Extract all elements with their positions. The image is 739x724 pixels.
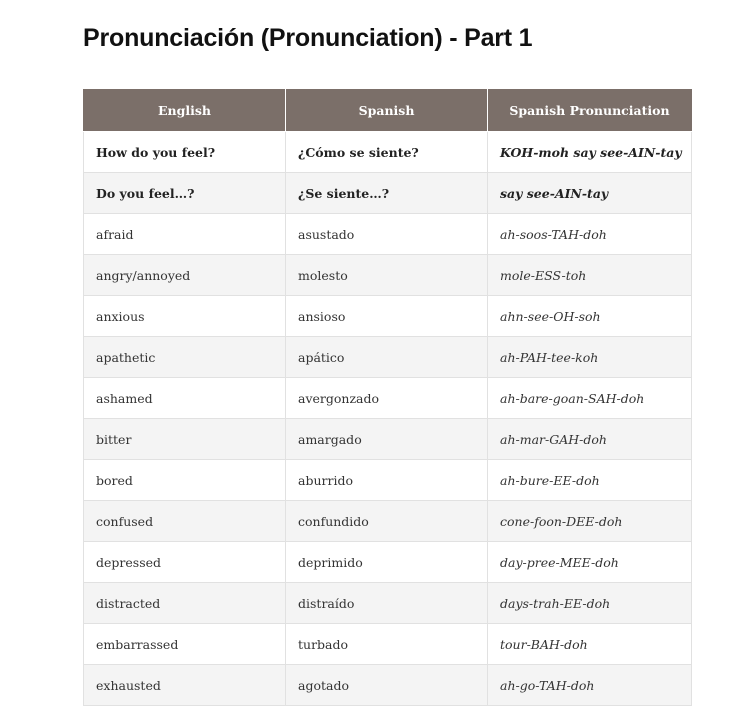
english-cell: exhausted — [84, 665, 286, 706]
table-row — [84, 255, 692, 296]
table-row — [84, 583, 692, 624]
pronunciation-cell: KOH-moh say see-AIN-tay — [488, 132, 692, 173]
spanish-cell: ansioso — [286, 296, 488, 337]
spanish-cell: confundido — [286, 501, 488, 542]
pronunciation-table — [83, 89, 692, 706]
english-cell: ashamed — [84, 378, 286, 419]
pronunciation-cell: ah-go-TAH-doh — [488, 665, 692, 706]
spanish-cell: amargado — [286, 419, 488, 460]
english-cell: How do you feel? — [84, 132, 286, 173]
pronunciation-cell: ah-PAH-tee-koh — [488, 337, 692, 378]
table-row — [84, 419, 692, 460]
page-title: Pronunciación (Pronunciation) - Part 1 — [83, 24, 533, 52]
table-row — [84, 542, 692, 583]
pronunciation-cell: ah-soos-TAH-doh — [488, 214, 692, 255]
pronunciation-cell: tour-BAH-doh — [488, 624, 692, 665]
english-cell: angry/annoyed — [84, 255, 286, 296]
english-cell: anxious — [84, 296, 286, 337]
table-row — [84, 665, 692, 706]
pronunciation-cell: ahn-see-OH-soh — [488, 296, 692, 337]
column-header-spanish: Spanish — [286, 90, 488, 132]
pronunciation-cell: ah-bure-EE-doh — [488, 460, 692, 501]
table-row — [84, 132, 692, 173]
pronunciation-cell: day-pree-MEE-doh — [488, 542, 692, 583]
pronunciation-cell: cone-foon-DEE-doh — [488, 501, 692, 542]
english-cell: confused — [84, 501, 286, 542]
spanish-cell: apático — [286, 337, 488, 378]
english-cell: bored — [84, 460, 286, 501]
pronunciation-cell: say see-AIN-tay — [488, 173, 692, 214]
pronunciation-cell: ah-bare-goan-SAH-doh — [488, 378, 692, 419]
column-header-english: English — [84, 90, 286, 132]
english-cell: apathetic — [84, 337, 286, 378]
table-header-row — [84, 90, 692, 132]
table-row — [84, 378, 692, 419]
english-cell: depressed — [84, 542, 286, 583]
table-row — [84, 460, 692, 501]
spanish-cell: deprimido — [286, 542, 488, 583]
pronunciation-cell: mole-ESS-toh — [488, 255, 692, 296]
spanish-cell: aburrido — [286, 460, 488, 501]
english-cell: embarrassed — [84, 624, 286, 665]
english-cell: bitter — [84, 419, 286, 460]
column-header-pronunciation: Spanish Pronunciation — [488, 90, 692, 132]
spanish-cell: molesto — [286, 255, 488, 296]
spanish-cell: turbado — [286, 624, 488, 665]
spanish-cell: asustado — [286, 214, 488, 255]
english-cell: Do you feel…? — [84, 173, 286, 214]
spanish-cell: avergonzado — [286, 378, 488, 419]
spanish-cell: distraído — [286, 583, 488, 624]
english-cell: distracted — [84, 583, 286, 624]
table-row — [84, 501, 692, 542]
table-row — [84, 296, 692, 337]
english-cell: afraid — [84, 214, 286, 255]
spanish-cell: ¿Cómo se siente? — [286, 132, 488, 173]
table-row — [84, 173, 692, 214]
table-row — [84, 337, 692, 378]
table-row — [84, 624, 692, 665]
pronunciation-cell: days-trah-EE-doh — [488, 583, 692, 624]
table-row — [84, 214, 692, 255]
spanish-cell: ¿Se siente…? — [286, 173, 488, 214]
spanish-cell: agotado — [286, 665, 488, 706]
pronunciation-cell: ah-mar-GAH-doh — [488, 419, 692, 460]
